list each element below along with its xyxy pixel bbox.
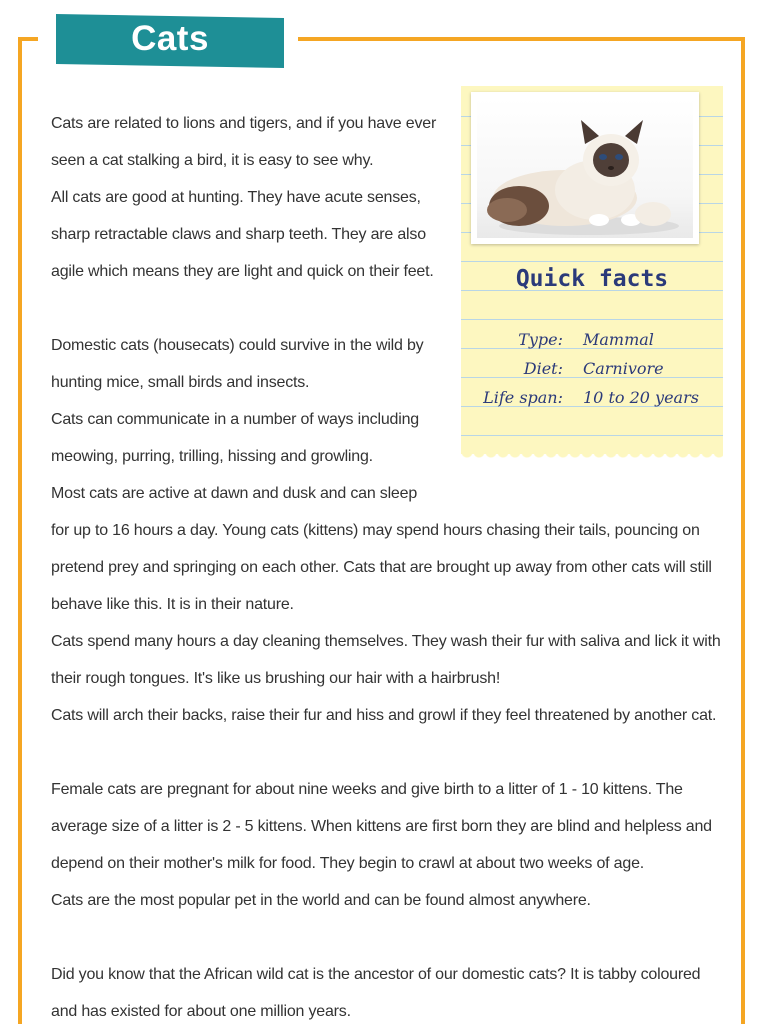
page-title: Cats: [131, 19, 209, 58]
fact-key: Diet:: [523, 359, 563, 378]
paragraph: Female cats are pregnant for about nine weeks and give birth to a litter of 1 - 10 kittens. The average size of a litter is 2 - 5 kittens. When kittens are first born they are blind and helpless and depend on their mother's milk for food. They begin to crawl at about two weeks of age.: [51, 781, 712, 872]
paragraph: Most cats are active at dawn and dusk and can sleep: [51, 485, 418, 502]
paragraph: Cats are the most popular pet in the world and can be found almost anywhere.: [51, 892, 591, 909]
fact-value: 10 to 20 years: [583, 388, 699, 407]
paragraph: Cats spend many hours a day cleaning themselves. They wash their fur with saliva and lick it with their rough tongues. It's like us brushing our hair with a hairbrush!: [51, 633, 721, 687]
fact-row-life-span: [461, 388, 723, 412]
quick-facts-heading: Quick facts: [515, 266, 669, 292]
fact-key: Type:: [518, 330, 563, 349]
paragraph: for up to 16 hours a day. Young cats (kittens) may spend hours chasing their tails, pouncing on pretend prey and springing on each other. Cats that are brought up away from other cats will still behave like this. It is in their nature.: [51, 522, 712, 613]
paragraph: Cats will arch their backs, raise their fur and hiss and growl if they feel threatened by another cat.: [51, 707, 717, 724]
fact-row-type: [461, 330, 723, 354]
fact-value: Mammal: [583, 330, 654, 349]
paragraph: Did you know that the African wild cat is the ancestor of our domestic cats? It is tabby coloured and has existed for about one million years.: [51, 966, 701, 1020]
cat-photo: [477, 98, 693, 238]
paragraph: Cats can communicate in a number of ways including meowing, purring, trilling, hissing and growling.: [51, 411, 419, 465]
fact-row-diet: [461, 359, 723, 383]
quick-facts-card: [461, 86, 723, 454]
fact-key: Life span:: [483, 388, 563, 407]
paragraph: Cats are related to lions and tigers, and if you have ever seen a cat stalking a bird, it is easy to see why.: [51, 115, 437, 169]
cat-illustration: [477, 98, 693, 238]
fact-value: Carnivore: [583, 359, 664, 378]
paragraph: Domestic cats (housecats) could survive in the wild by hunting mice, small birds and insects.: [51, 337, 424, 391]
cat-photo-frame: [471, 92, 699, 244]
paragraph: All cats are good at hunting. They have acute senses, sharp retractable claws and sharp teeth. They are also agile which means they are light and quick on their feet.: [51, 189, 434, 280]
